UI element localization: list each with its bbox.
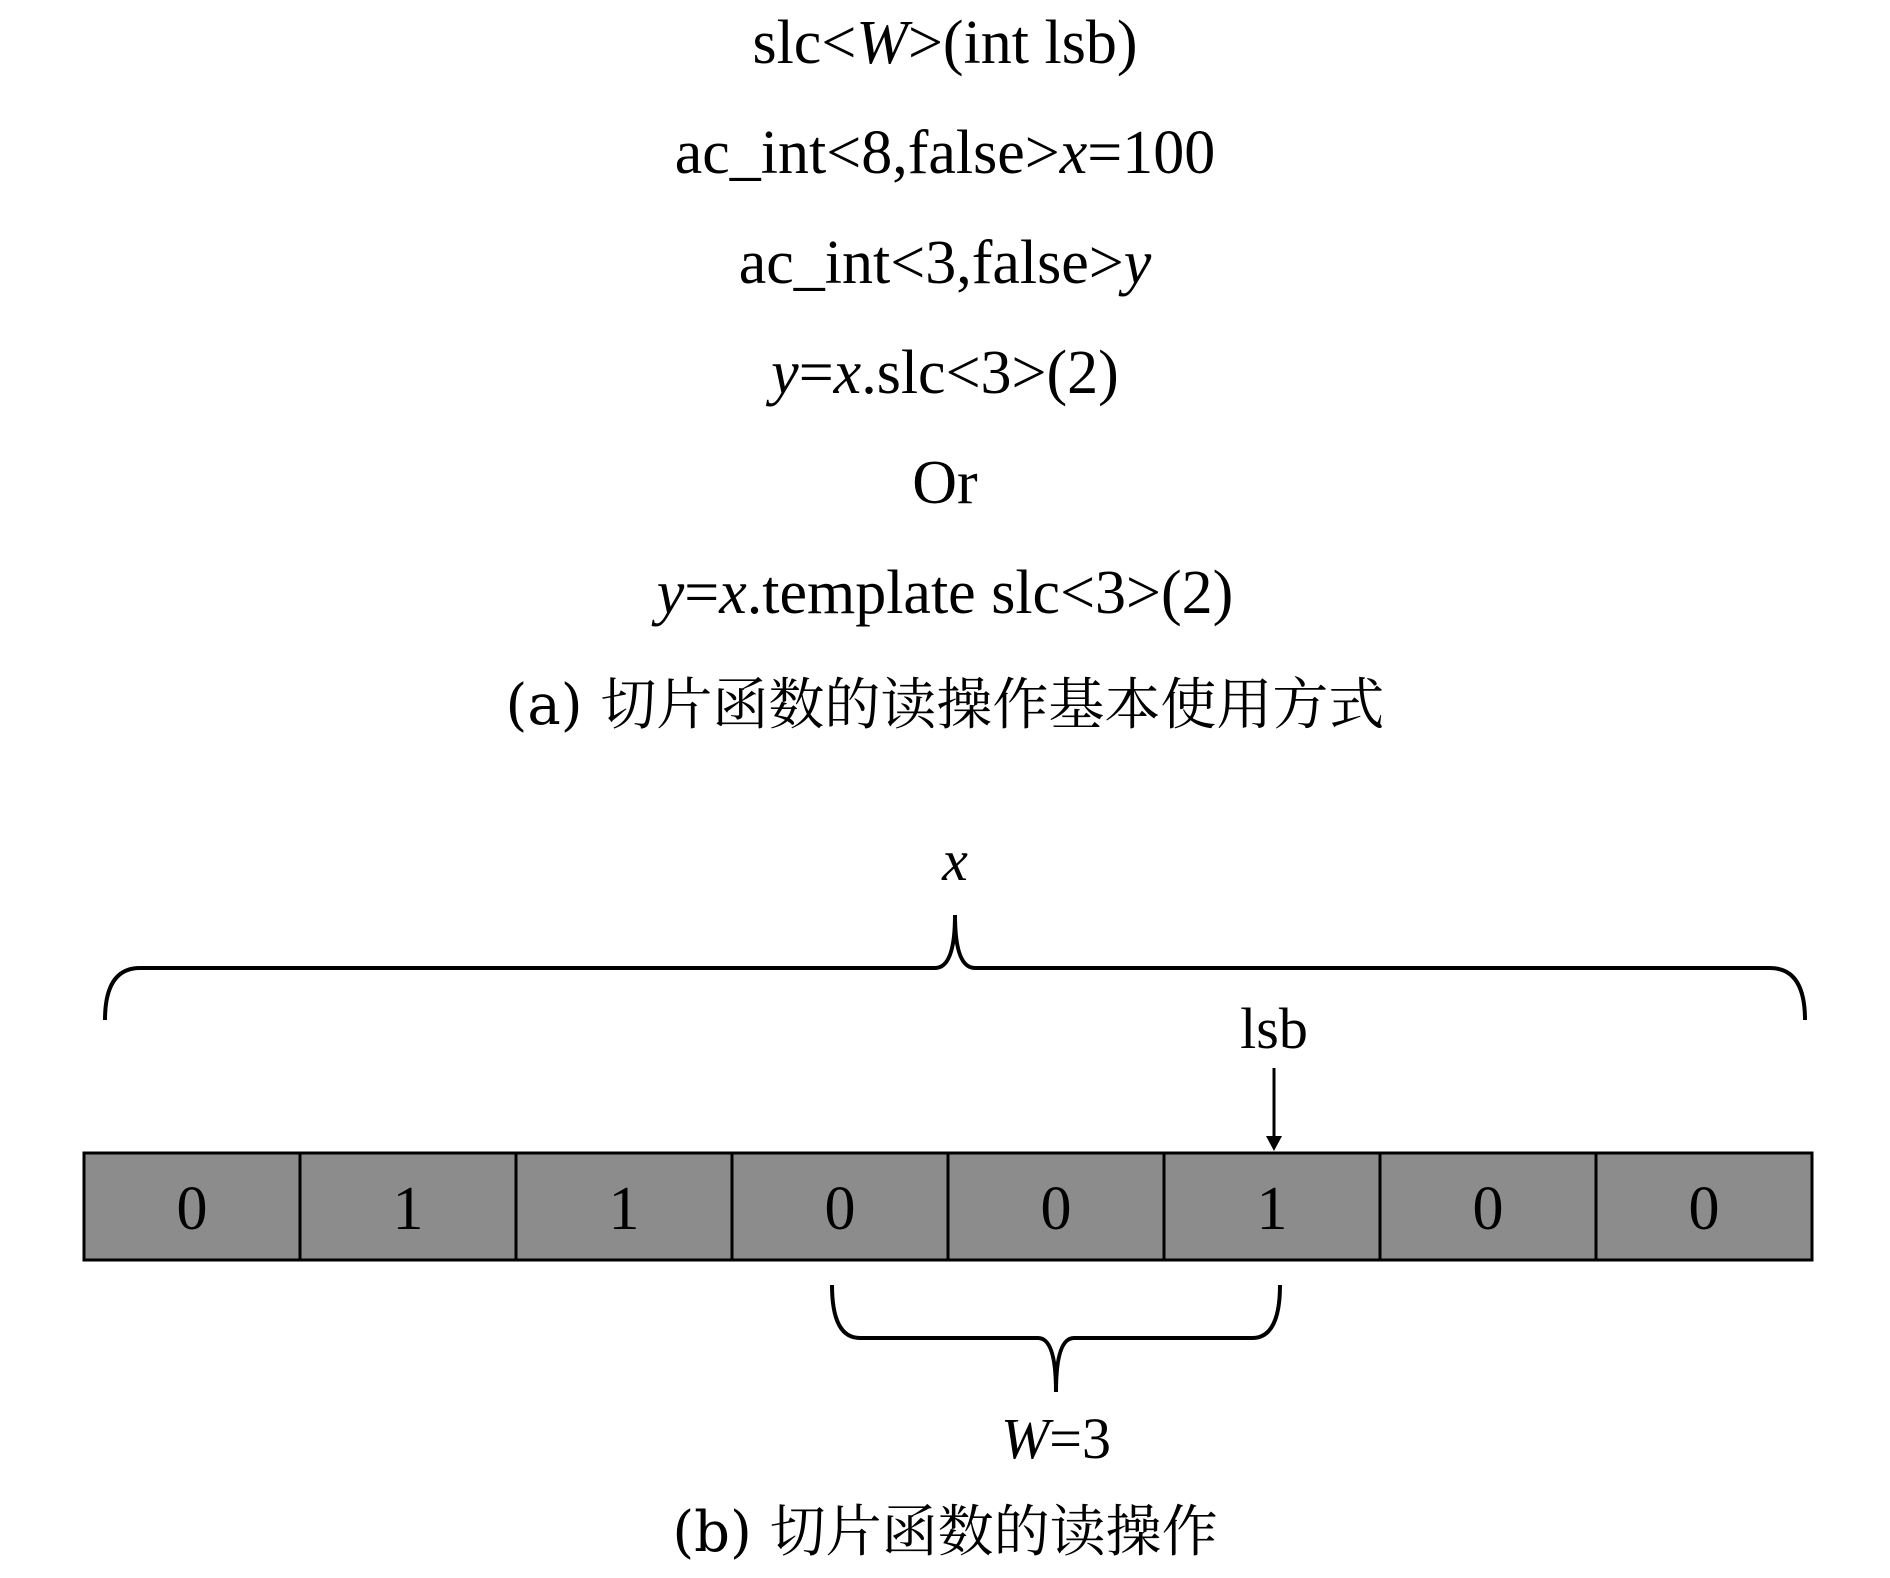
width-label-var: W [1000, 1406, 1050, 1471]
bit-row [84, 1153, 1812, 1260]
bit-value: 1 [1256, 1175, 1288, 1243]
bit-value: 0 [1040, 1175, 1072, 1243]
bit-value: 1 [608, 1175, 640, 1243]
code-text: Or [912, 449, 978, 517]
bit-value: 0 [1688, 1175, 1720, 1243]
code-text: = [684, 559, 720, 627]
code-text: = [798, 339, 834, 407]
code-variable: W [856, 9, 908, 77]
code-text: >(int lsb) [907, 9, 1138, 77]
bit-value: 1 [392, 1175, 424, 1243]
code-text: ac_int<8,false> [674, 119, 1060, 187]
x-label: x [942, 828, 968, 893]
width-label [1001, 1406, 1111, 1471]
lsb-label: lsb [1240, 996, 1308, 1061]
code-variable: x [1059, 119, 1088, 187]
code-text: .slc<3>(2) [861, 339, 1119, 407]
code-variable: y [656, 559, 685, 627]
code-variable: x [833, 339, 862, 407]
code-text: slc< [752, 9, 857, 77]
width-label-rest: =3 [1049, 1406, 1112, 1471]
bit-value: 0 [176, 1175, 208, 1243]
code-variable: y [771, 339, 799, 407]
caption-b: (b) 切片函数的读操作 [672, 1500, 1218, 1565]
code-text: =100 [1087, 119, 1216, 187]
caption-a: (a) 切片函数的读操作基本使用方式 [505, 673, 1385, 738]
bit-value: 0 [824, 1175, 856, 1243]
bit-value: 0 [1472, 1175, 1504, 1243]
x-brace [105, 915, 1805, 1020]
code-variable: y [1123, 229, 1152, 297]
code-text: .template slc<3>(2) [746, 559, 1234, 627]
w-brace [832, 1285, 1280, 1392]
code-variable: x [719, 559, 747, 627]
lsb-arrowhead [1266, 1136, 1282, 1151]
code-text: ac_int<3,false> [738, 229, 1124, 297]
